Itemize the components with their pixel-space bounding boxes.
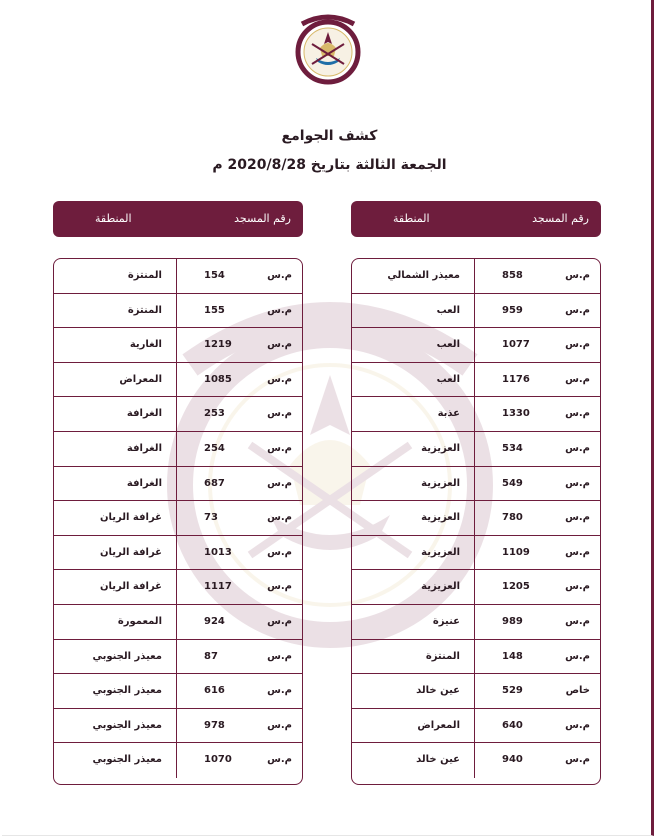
mosque-area: معيذر الجنوبي: [92, 719, 162, 731]
table-row: [352, 605, 600, 640]
mosque-area: الغارية: [129, 339, 162, 351]
mosque-type: م.س: [565, 408, 590, 420]
page-title: كشف الجوامع: [281, 128, 378, 144]
mosque-area: معيذر الشمالي: [387, 270, 460, 281]
mosque-area: العزيزية: [421, 581, 460, 593]
mosque-number: 155: [204, 304, 225, 316]
mosque-type: م.س: [565, 339, 590, 351]
mosque-type: م.س: [565, 615, 590, 627]
mosque-type: م.س: [565, 477, 590, 489]
mosque-number: 1330: [502, 408, 530, 420]
mosque-area: المعمورة: [117, 615, 162, 627]
mosque-type: م.س: [565, 373, 590, 385]
header-mosque-number: رقم المسجد: [234, 212, 291, 225]
table-row: [54, 328, 302, 363]
table-row: [54, 397, 302, 432]
mosque-type: م.س: [267, 650, 292, 662]
mosque-type: م.س: [565, 650, 590, 662]
mosque-area: العب: [436, 339, 460, 351]
mosque-number: 154: [204, 270, 225, 281]
left-mosque-table: [53, 258, 303, 785]
right-table-header: [351, 201, 601, 237]
mosque-number: 1176: [502, 373, 530, 385]
table-row: [54, 363, 302, 398]
mosque-area: المعراض: [119, 373, 162, 385]
mosque-number: 1013: [204, 546, 232, 558]
table-row: [54, 605, 302, 640]
table-row: [54, 467, 302, 502]
mosque-area: العزيزية: [421, 442, 460, 454]
mosque-type: م.س: [267, 719, 292, 731]
mosque-type: م.س: [267, 512, 292, 524]
table-row: [352, 570, 600, 605]
mosque-area: العزيزية: [421, 512, 460, 524]
mosque-type: م.س: [565, 512, 590, 524]
mosque-type: م.س: [267, 339, 292, 351]
mosque-area: العب: [436, 373, 460, 385]
table-row: [54, 709, 302, 744]
table-row: [352, 501, 600, 536]
mosque-number: 978: [204, 719, 225, 731]
mosque-type: م.س: [267, 304, 292, 316]
table-row: [352, 709, 600, 744]
mosque-type: خاص: [565, 685, 590, 697]
mosque-number: 1109: [502, 546, 530, 558]
mosque-area: عين خالد: [416, 685, 460, 697]
mosque-number: 616: [204, 685, 225, 697]
table-row: [352, 536, 600, 571]
table-row: [54, 570, 302, 605]
mosque-area: الغرافة: [126, 408, 162, 420]
mosque-area: العب: [436, 304, 460, 316]
mosque-area: معيذر الجنوبي: [92, 754, 162, 766]
mosque-number: 1085: [204, 373, 232, 385]
table-row: [352, 640, 600, 675]
table-row: [352, 397, 600, 432]
table-row: [352, 294, 600, 329]
mosque-area: غرافة الريان: [99, 581, 162, 593]
mosque-type: م.س: [565, 546, 590, 558]
state-emblem-logo: [288, 8, 368, 86]
table-row: [352, 363, 600, 398]
mosque-number: 254: [204, 442, 225, 454]
mosque-number: 1077: [502, 339, 530, 351]
mosque-number: 1117: [204, 581, 232, 593]
table-row: [54, 432, 302, 467]
mosque-number: 148: [502, 650, 523, 662]
mosque-number: 780: [502, 512, 523, 524]
mosque-number: 87: [204, 650, 218, 662]
mosque-type: م.س: [267, 546, 292, 558]
mosque-type: م.س: [565, 304, 590, 316]
mosque-type: م.س: [565, 442, 590, 454]
header-area: المنطقة: [393, 212, 430, 225]
mosque-type: م.س: [267, 685, 292, 697]
table-row: [54, 259, 302, 294]
table-row: [54, 501, 302, 536]
page-subtitle: الجمعة الثالثة بتاريخ 2020/8/28 م: [212, 157, 447, 173]
mosque-number: 549: [502, 477, 523, 489]
table-row: [352, 259, 600, 294]
mosque-area: المنتزة: [425, 650, 460, 662]
left-table-header: [53, 201, 303, 237]
mosque-number: 858: [502, 270, 523, 281]
mosque-number: 687: [204, 477, 225, 489]
table-row: [54, 536, 302, 571]
table-row: [54, 743, 302, 778]
mosque-area: معيذر الجنوبي: [92, 685, 162, 697]
mosque-type: م.س: [565, 270, 590, 281]
mosque-number: 940: [502, 754, 523, 766]
mosque-type: م.س: [267, 442, 292, 454]
mosque-type: م.س: [267, 581, 292, 593]
mosque-number: 253: [204, 408, 225, 420]
mosque-area: العزيزية: [421, 546, 460, 558]
mosque-area: عنيزة: [432, 615, 460, 627]
table-row: [54, 294, 302, 329]
mosque-area: العزيزية: [421, 477, 460, 489]
mosque-number: 1205: [502, 581, 530, 593]
mosque-area: المنتزة: [127, 270, 162, 281]
mosque-type: م.س: [565, 754, 590, 766]
table-row: [352, 743, 600, 778]
mosque-type: م.س: [267, 754, 292, 766]
mosque-type: م.س: [267, 270, 292, 281]
mosque-area: الغرافة: [126, 477, 162, 489]
mosque-number: 1070: [204, 754, 232, 766]
mosque-type: م.س: [565, 581, 590, 593]
mosque-area: المنتزة: [127, 304, 162, 316]
mosque-number: 989: [502, 615, 523, 627]
mosque-number: 959: [502, 304, 523, 316]
table-row: [352, 328, 600, 363]
mosque-type: م.س: [267, 408, 292, 420]
mosque-type: م.س: [565, 719, 590, 731]
mosque-number: 534: [502, 442, 523, 454]
mosque-type: م.س: [267, 373, 292, 385]
mosque-area: عذبة: [437, 408, 460, 420]
mosque-number: 73: [204, 512, 218, 524]
mosque-number: 1219: [204, 339, 232, 351]
table-row: [352, 432, 600, 467]
mosque-type: م.س: [267, 615, 292, 627]
table-row: [352, 674, 600, 709]
mosque-area: عين خالد: [416, 754, 460, 766]
mosque-area: الغرافة: [126, 442, 162, 454]
mosque-area: معيذر الجنوبي: [92, 650, 162, 662]
mosque-number: 640: [502, 719, 523, 731]
mosque-area: غرافة الريان: [99, 546, 162, 558]
header-mosque-number: رقم المسجد: [532, 212, 589, 225]
table-row: [54, 674, 302, 709]
table-row: [352, 467, 600, 502]
mosque-area: المعراض: [417, 719, 460, 731]
right-mosque-table: [351, 258, 601, 785]
header-area: المنطقة: [95, 212, 132, 225]
mosque-type: م.س: [267, 477, 292, 489]
mosque-number: 924: [204, 615, 225, 627]
table-row: [54, 640, 302, 675]
mosque-area: غرافة الريان: [99, 512, 162, 524]
mosque-number: 529: [502, 685, 523, 697]
